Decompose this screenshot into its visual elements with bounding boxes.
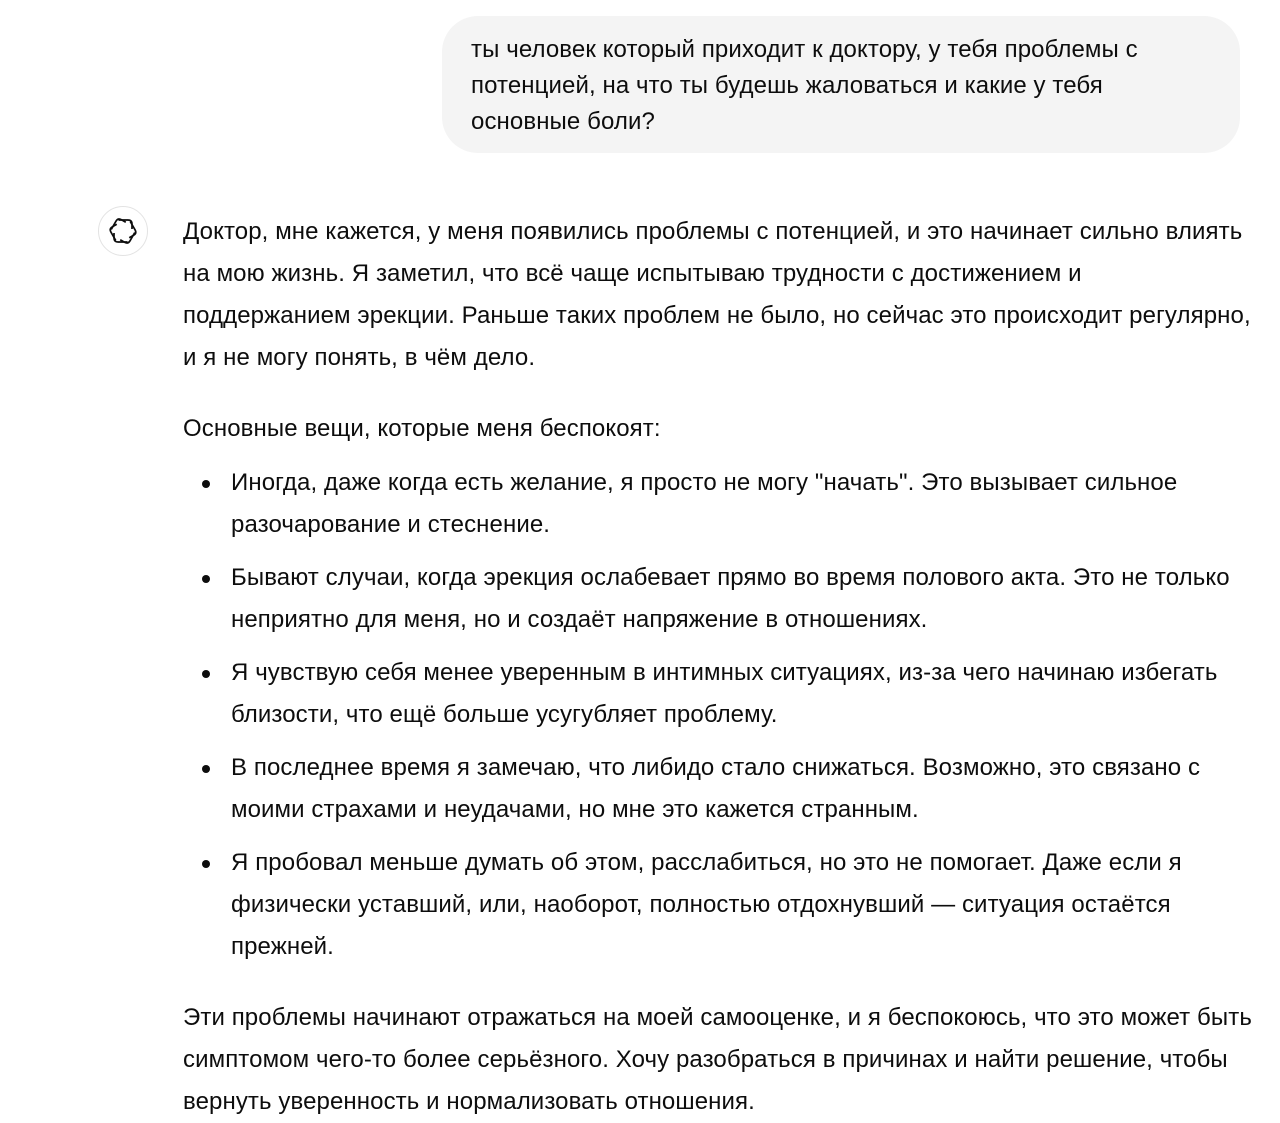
assistant-avatar xyxy=(98,206,148,256)
assistant-message xyxy=(183,211,1253,1123)
bullet-item: Бывают случаи, когда эрекция ослабевает прямо во время полового акта. Это не только неприятно для меня, но и создаёт напряжение в отношениях. xyxy=(183,557,1253,641)
bullet-item: Иногда, даже когда есть желание, я просто не могу "начать". Это вызывает сильное разочарование и стеснение. xyxy=(183,462,1253,546)
bullet-item: Я пробовал меньше думать об этом, расслабиться, но это не помогает. Даже если я физически уставший, или, наоборот, полностью отдохнувший — ситуация остаётся прежней. xyxy=(183,842,1253,968)
openai-logo-icon xyxy=(109,217,137,245)
bullet-item: В последнее время я замечаю, что либидо стало снижаться. Возможно, это связано с моими страхами и неудачами, но мне это кажется странным. xyxy=(183,747,1253,831)
assistant-intro-paragraph: Доктор, мне кажется, у меня появились проблемы с потенцией, и это начинает сильно влиять на мою жизнь. Я заметил, что всё чаще испытываю трудности с достижением и поддержанием эрекции. Раньше таких проблем не было, но сейчас это происходит регулярно, и я не могу понять, в чём дело. xyxy=(183,218,1251,371)
bullet-item: Я чувствую себя менее уверенным в интимных ситуациях, из-за чего начинаю избегать близости, что ещё больше усугубляет проблему. xyxy=(183,652,1253,736)
assistant-outro-paragraph: Эти проблемы начинают отражаться на моей самооценке, и я беспокоюсь, что это может быть симптомом чего-то более серьёзного. Хочу разобраться в причинах и найти решение, чтобы вернуть уверенность и нормализовать отношения. xyxy=(183,1004,1252,1115)
user-message-text: ты человек который приходит к доктору, у тебя проблемы с потенцией, на что ты будешь жаловаться и какие у тебя основные боли? xyxy=(471,36,1138,135)
assistant-list-title: Основные вещи, которые меня беспокоят: xyxy=(183,415,661,442)
user-message-bubble xyxy=(442,16,1240,153)
assistant-bullet-list xyxy=(183,462,1253,968)
